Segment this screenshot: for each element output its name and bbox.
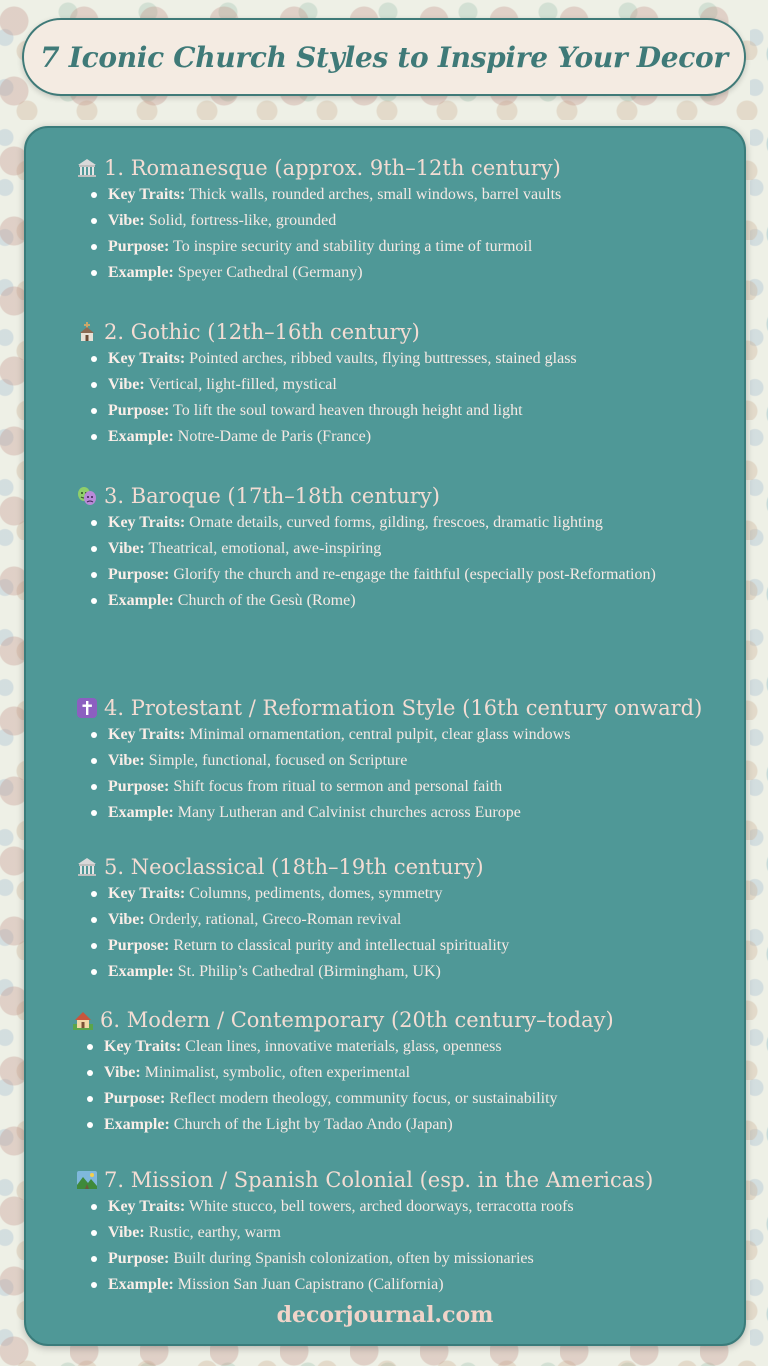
section-heading [76, 318, 736, 346]
section-heading [76, 482, 736, 510]
trait-key-traits: Key Traits: Clean lines, innovative materials, glass, openness [72, 1034, 732, 1060]
trait-vibe: Vibe: Vertical, light-filled, mystical [76, 372, 736, 398]
classical-building-icon [76, 856, 98, 878]
trait-purpose: Purpose: Return to classical purity and intellectual spirituality [76, 933, 736, 959]
church-icon [76, 321, 98, 343]
trait-example: Example: Church of the Gesù (Rome) [76, 588, 736, 614]
page-title: 7 Iconic Church Styles to Inspire Your Decor [40, 40, 728, 74]
trait-list [76, 1194, 736, 1298]
section-baroque [76, 482, 736, 614]
trait-vibe: Vibe: Rustic, earthy, warm [76, 1220, 736, 1246]
trait-list [76, 722, 736, 826]
house-garden-icon [72, 1009, 94, 1031]
trait-key-traits: Key Traits: Columns, pediments, domes, symmetry [76, 881, 736, 907]
section-modern [72, 1006, 732, 1138]
trait-vibe: Vibe: Solid, fortress-like, grounded [76, 208, 736, 234]
trait-purpose: Purpose: Shift focus from ritual to sermon and personal faith [76, 774, 736, 800]
trait-list [76, 182, 736, 286]
section-protestant [76, 694, 736, 826]
trait-key-traits: Key Traits: Thick walls, rounded arches, small windows, barrel vaults [76, 182, 736, 208]
section-heading [76, 853, 736, 881]
trait-list [76, 510, 736, 614]
section-heading [76, 694, 736, 722]
section-title: 3. Baroque (17th–18th century) [104, 484, 440, 508]
section-heading [72, 1006, 732, 1034]
trait-list [76, 881, 736, 985]
trait-key-traits: Key Traits: Ornate details, curved forms, gilding, frescoes, dramatic lighting [76, 510, 736, 536]
trait-example: Example: Many Lutheran and Calvinist churches across Europe [76, 800, 736, 826]
trait-purpose: Purpose: To inspire security and stability during a time of turmoil [76, 234, 736, 260]
trait-vibe: Vibe: Orderly, rational, Greco-Roman revival [76, 907, 736, 933]
section-mission [76, 1166, 736, 1298]
section-gothic [76, 318, 736, 450]
trait-purpose: Purpose: Built during Spanish colonization, often by missionaries [76, 1246, 736, 1272]
trait-example: Example: St. Philip’s Cathedral (Birmingham, UK) [76, 959, 736, 985]
section-heading [76, 154, 736, 182]
trait-example: Example: Church of the Light by Tadao Ando (Japan) [72, 1112, 732, 1138]
trait-vibe: Vibe: Simple, functional, focused on Scripture [76, 748, 736, 774]
latin-cross-icon [76, 697, 98, 719]
section-title: 5. Neoclassical (18th–19th century) [104, 855, 484, 879]
trait-key-traits: Key Traits: Minimal ornamentation, central pulpit, clear glass windows [76, 722, 736, 748]
trait-vibe: Vibe: Minimalist, symbolic, often experimental [72, 1060, 732, 1086]
trait-list [76, 346, 736, 450]
section-title: 4. Protestant / Reformation Style (16th century onward) [104, 696, 703, 720]
section-title: 7. Mission / Spanish Colonial (esp. in the Americas) [104, 1168, 654, 1192]
trait-example: Example: Mission San Juan Capistrano (California) [76, 1272, 736, 1298]
trait-example: Example: Notre-Dame de Paris (France) [76, 424, 736, 450]
section-neoclassical [76, 853, 736, 985]
trait-list [72, 1034, 732, 1138]
trait-purpose: Purpose: Glorify the church and re-engage the faithful (especially post-Reformation) [76, 562, 736, 588]
trait-key-traits: Key Traits: White stucco, bell towers, arched doorways, terracotta roofs [76, 1194, 736, 1220]
trait-example: Example: Speyer Cathedral (Germany) [76, 260, 736, 286]
theater-masks-icon [76, 485, 98, 507]
trait-purpose: Purpose: Reflect modern theology, community focus, or sustainability [72, 1086, 732, 1112]
section-heading [76, 1166, 736, 1194]
section-title: 1. Romanesque (approx. 9th–12th century) [104, 156, 561, 180]
section-title: 6. Modern / Contemporary (20th century–today) [100, 1008, 614, 1032]
title-banner [22, 18, 746, 96]
trait-key-traits: Key Traits: Pointed arches, ribbed vaults, flying buttresses, stained glass [76, 346, 736, 372]
classical-building-icon [76, 157, 98, 179]
trait-vibe: Vibe: Theatrical, emotional, awe-inspiring [76, 536, 736, 562]
national-park-icon [76, 1169, 98, 1191]
section-title: 2. Gothic (12th–16th century) [104, 320, 420, 344]
section-romanesque [76, 154, 736, 286]
trait-purpose: Purpose: To lift the soul toward heaven through height and light [76, 398, 736, 424]
site-url: decorjournal.com [276, 1302, 494, 1328]
